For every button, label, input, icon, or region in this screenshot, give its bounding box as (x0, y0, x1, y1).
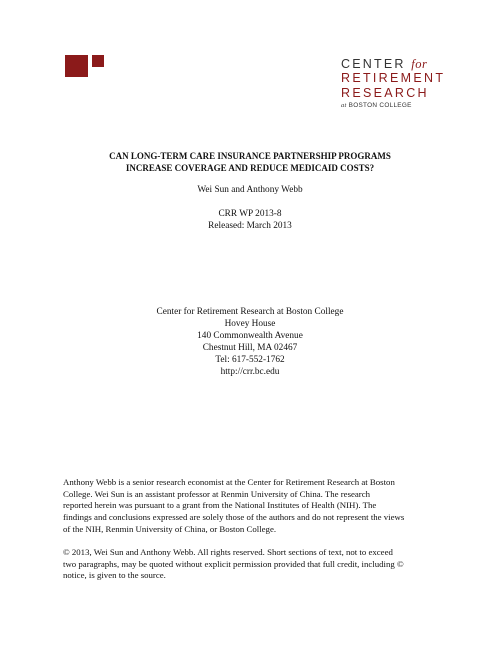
bio-line: of the NIH, Renmin University of China, or Boston College. (63, 523, 277, 534)
address-city: Chestnut Hill, MA 02467 (202, 343, 298, 353)
copyright-line: notice, is given to the source. (63, 570, 166, 581)
bio-line: College. Wei Sun is an assistant professor at Renmin University of China. The research (63, 488, 371, 499)
crr-logo (341, 57, 446, 110)
logo-squares (65, 55, 105, 79)
title-line-1: CAN LONG-TERM CARE INSURANCE PARTNERSHIP PROGRAMS (109, 151, 391, 161)
copyright-line: © 2013, Wei Sun and Anthony Webb. All rights reserved. Short sections of text, not to exceed (63, 547, 393, 557)
address-url: http://crr.bc.edu (220, 367, 280, 377)
address-tel: Tel: 617-552-1762 (215, 355, 285, 365)
logo-square-small (92, 55, 104, 67)
address-street: 140 Commonwealth Avenue (197, 331, 303, 341)
bio-line: findings and conclusions expressed are solely those of the authors and do not represent the views (63, 512, 405, 523)
copyright-line: two paragraphs, may be quoted without explicit permission provided that full credit, including © (63, 558, 404, 569)
paper-title (50, 150, 450, 174)
working-paper-info (50, 208, 450, 232)
logo-bc-text: BOSTON COLLEGE (348, 102, 412, 109)
bio-line: reported herein was pursuant to a grant from the National Institutes of Health (NIH). The (63, 500, 377, 511)
logo-square-large (65, 55, 88, 77)
bio-line: Anthony Webb is a senior research economist at the Center for Retirement Research at Boston (63, 477, 395, 487)
logo-center-text: CENTER (341, 57, 406, 71)
address-org: Center for Retirement Research at Boston College (156, 307, 344, 317)
logo-retirement-text: RETIREMENT (341, 71, 446, 85)
title-line-2: INCREASE COVERAGE AND REDUCE MEDICAID COSTS? (125, 163, 375, 173)
logo-research-text: RESEARCH (341, 86, 429, 100)
logo-at-text: at (341, 102, 347, 109)
logo-line-center (341, 58, 441, 71)
wp-number: CRR WP 2013-8 (218, 209, 282, 219)
author-bio (63, 477, 443, 536)
authors: Wei Sun and Anthony Webb (197, 185, 303, 195)
address-building: Hovey House (224, 319, 276, 329)
logo-line-bc (341, 101, 441, 110)
copyright-notice (63, 547, 443, 582)
address-block (50, 306, 450, 378)
release-date: Released: March 2013 (208, 221, 292, 231)
logo-for-text: for (411, 57, 428, 71)
